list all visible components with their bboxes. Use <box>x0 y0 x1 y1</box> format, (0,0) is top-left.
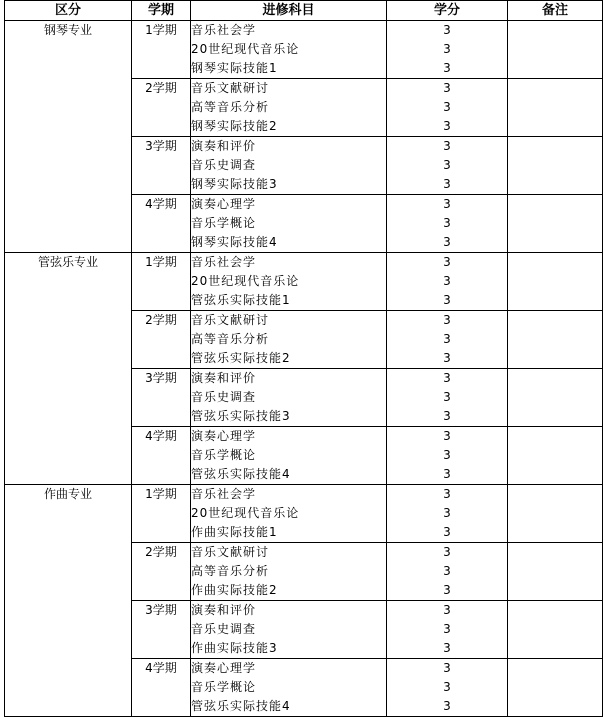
curriculum-table <box>4 0 603 717</box>
credit-value: 3 <box>443 448 451 462</box>
credit-value: 3 <box>443 506 451 520</box>
credit-value: 3 <box>443 293 451 307</box>
credit-value: 3 <box>443 603 451 617</box>
credit-value: 3 <box>443 42 451 56</box>
credit-value: 3 <box>443 467 451 481</box>
subject-name: 钢琴实际技能4 <box>191 235 278 249</box>
subject-name: 演奏心理学 <box>191 429 257 443</box>
subject-name: 演奏和评价 <box>191 139 257 153</box>
subject-name: 音乐社会学 <box>191 487 257 501</box>
credit-value: 3 <box>443 81 451 95</box>
credit-value: 3 <box>443 525 451 539</box>
header-credits: 学分 <box>387 1 508 21</box>
credits-cell <box>387 21 508 79</box>
credit-value: 3 <box>443 197 451 211</box>
semester-cell: 4学期 <box>132 427 191 485</box>
header-row <box>5 1 603 21</box>
credit-value: 3 <box>443 61 451 75</box>
credits-cell <box>387 601 508 659</box>
subject-name: 演奏心理学 <box>191 661 257 675</box>
credits-cell <box>387 253 508 311</box>
credit-value: 3 <box>443 371 451 385</box>
subject-name: 钢琴实际技能2 <box>191 119 278 133</box>
subjects-cell <box>191 427 387 485</box>
subject-name: 演奏和评价 <box>191 371 257 385</box>
subjects-cell <box>191 369 387 427</box>
credit-value: 3 <box>443 487 451 501</box>
remarks-cell <box>508 253 603 311</box>
subject-name: 钢琴实际技能1 <box>191 61 278 75</box>
credit-value: 3 <box>443 139 451 153</box>
table-row <box>5 253 603 311</box>
subjects-cell <box>191 195 387 253</box>
subject-name: 作曲实际技能2 <box>191 583 278 597</box>
remarks-cell <box>508 137 603 195</box>
subjects-cell <box>191 659 387 717</box>
remarks-cell <box>508 427 603 485</box>
credit-value: 3 <box>443 177 451 191</box>
subjects-cell <box>191 137 387 195</box>
remarks-cell <box>508 311 603 369</box>
division-cell: 钢琴专业 <box>5 21 132 253</box>
semester-cell: 1学期 <box>132 485 191 543</box>
subject-name: 音乐社会学 <box>191 23 257 37</box>
subjects-cell <box>191 79 387 137</box>
subject-name: 音乐史调查 <box>191 622 257 636</box>
subject-name: 20世纪现代音乐论 <box>191 42 300 56</box>
credit-value: 3 <box>443 274 451 288</box>
subject-name: 音乐文献研讨 <box>191 81 270 95</box>
header-division: 区分 <box>5 1 132 21</box>
subjects-cell <box>191 485 387 543</box>
semester-cell: 1学期 <box>132 253 191 311</box>
credits-cell <box>387 659 508 717</box>
subject-name: 音乐史调查 <box>191 390 257 404</box>
subject-name: 钢琴实际技能3 <box>191 177 278 191</box>
semester-cell: 4学期 <box>132 659 191 717</box>
subject-name: 作曲实际技能1 <box>191 525 278 539</box>
subject-name: 音乐史调查 <box>191 158 257 172</box>
subject-name: 演奏心理学 <box>191 197 257 211</box>
remarks-cell <box>508 21 603 79</box>
subject-name: 高等音乐分析 <box>191 100 270 114</box>
credits-cell <box>387 485 508 543</box>
subject-name: 音乐文献研讨 <box>191 545 270 559</box>
semester-cell: 3学期 <box>132 137 191 195</box>
subject-name: 作曲实际技能3 <box>191 641 278 655</box>
division-cell: 管弦乐专业 <box>5 253 132 485</box>
semester-cell: 3学期 <box>132 601 191 659</box>
credit-value: 3 <box>443 390 451 404</box>
credit-value: 3 <box>443 332 451 346</box>
credit-value: 3 <box>443 235 451 249</box>
remarks-cell <box>508 195 603 253</box>
credit-value: 3 <box>443 158 451 172</box>
semester-cell: 3学期 <box>132 369 191 427</box>
semester-cell: 1学期 <box>132 21 191 79</box>
credits-cell <box>387 369 508 427</box>
credits-cell <box>387 543 508 601</box>
credit-value: 3 <box>443 680 451 694</box>
credit-value: 3 <box>443 119 451 133</box>
header-subjects: 进修科目 <box>191 1 387 21</box>
remarks-cell <box>508 485 603 543</box>
credits-cell <box>387 311 508 369</box>
credit-value: 3 <box>443 255 451 269</box>
subjects-cell <box>191 543 387 601</box>
subject-name: 音乐社会学 <box>191 255 257 269</box>
credit-value: 3 <box>443 583 451 597</box>
subjects-cell <box>191 601 387 659</box>
table-row <box>5 21 603 79</box>
subject-name: 高等音乐分析 <box>191 332 270 346</box>
subject-name: 音乐文献研讨 <box>191 313 270 327</box>
division-cell: 作曲专业 <box>5 485 132 717</box>
subject-name: 管弦乐实际技能4 <box>191 467 291 481</box>
credits-cell <box>387 195 508 253</box>
credit-value: 3 <box>443 429 451 443</box>
credit-value: 3 <box>443 661 451 675</box>
remarks-cell <box>508 601 603 659</box>
semester-cell: 2学期 <box>132 79 191 137</box>
credit-value: 3 <box>443 564 451 578</box>
remarks-cell <box>508 659 603 717</box>
subject-name: 高等音乐分析 <box>191 564 270 578</box>
credit-value: 3 <box>443 23 451 37</box>
subject-name: 管弦乐实际技能4 <box>191 699 291 713</box>
credit-value: 3 <box>443 216 451 230</box>
credit-value: 3 <box>443 100 451 114</box>
subject-name: 管弦乐实际技能1 <box>191 293 291 307</box>
credit-value: 3 <box>443 313 451 327</box>
subject-name: 演奏和评价 <box>191 603 257 617</box>
semester-cell: 2学期 <box>132 543 191 601</box>
subject-name: 音乐学概论 <box>191 216 257 230</box>
credit-value: 3 <box>443 622 451 636</box>
credit-value: 3 <box>443 351 451 365</box>
subjects-cell <box>191 253 387 311</box>
credit-value: 3 <box>443 545 451 559</box>
credit-value: 3 <box>443 409 451 423</box>
header-remarks: 备注 <box>508 1 603 21</box>
semester-cell: 4学期 <box>132 195 191 253</box>
subjects-cell <box>191 21 387 79</box>
remarks-cell <box>508 543 603 601</box>
credits-cell <box>387 79 508 137</box>
credit-value: 3 <box>443 699 451 713</box>
semester-cell: 2学期 <box>132 311 191 369</box>
subject-name: 音乐学概论 <box>191 448 257 462</box>
table-row <box>5 485 603 543</box>
remarks-cell <box>508 79 603 137</box>
subjects-cell <box>191 311 387 369</box>
header-semester: 学期 <box>132 1 191 21</box>
subject-name: 20世纪现代音乐论 <box>191 274 300 288</box>
credits-cell <box>387 427 508 485</box>
subject-name: 管弦乐实际技能2 <box>191 351 291 365</box>
subject-name: 20世纪现代音乐论 <box>191 506 300 520</box>
remarks-cell <box>508 369 603 427</box>
subject-name: 音乐学概论 <box>191 680 257 694</box>
table-body <box>5 21 603 717</box>
credit-value: 3 <box>443 641 451 655</box>
credits-cell <box>387 137 508 195</box>
subject-name: 管弦乐实际技能3 <box>191 409 291 423</box>
